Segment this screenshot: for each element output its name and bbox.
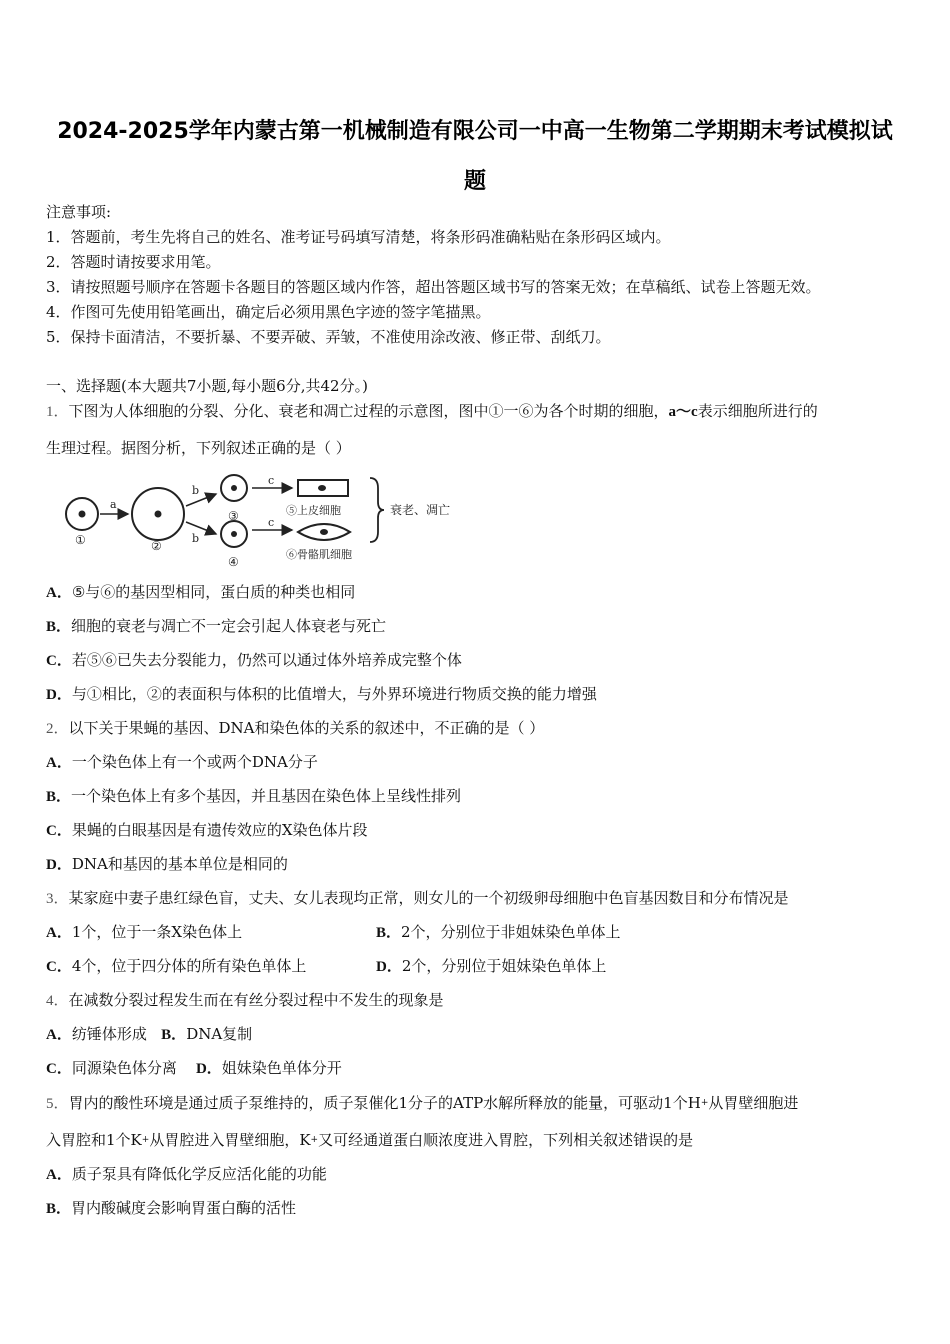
q5-line2-a: 入胃腔和1个K [46, 1131, 142, 1149]
process-c-label: c [268, 516, 275, 529]
option-text: 姐妹染色单体分开 [221, 1059, 342, 1077]
question-number: 3． [46, 891, 69, 907]
q5-stem-tail: 从胃壁细胞进 [708, 1094, 799, 1112]
q5-option-a [46, 1164, 327, 1185]
cell-2-label: ② [151, 539, 162, 553]
q4-option-row1 [46, 1024, 252, 1045]
option-label: A． [46, 925, 72, 941]
superscript: + [310, 1135, 319, 1145]
question-number: 5． [46, 1096, 69, 1112]
notice-item: 2．答题时请按要求用笔。 [46, 253, 221, 271]
notice-item: 4．作图可先使用铅笔画出，确定后必须用黑色字迹的签字笔描黑。 [46, 303, 491, 321]
option-label: A． [46, 585, 72, 601]
option-text: 细胞的衰老与凋亡不一定会引起人体衰老与死亡 [71, 617, 387, 635]
option-text: ⑤与⑥的基因型相同，蛋白质的种类也相同 [71, 583, 356, 601]
question-number: 2． [46, 721, 69, 737]
question-number: 1． [46, 404, 69, 420]
superscript: + [141, 1135, 150, 1145]
option-text: 胃内酸碱度会影响胃蛋白酶的活性 [71, 1199, 297, 1217]
q5-line2-c: 又可经通道蛋白顺浓度进入胃腔，下列相关叙述错误的是 [318, 1131, 694, 1149]
option-label: C． [46, 823, 72, 839]
q2-option-b [46, 786, 461, 807]
cell-5-label: ⑤上皮细胞 [286, 504, 341, 517]
option-label: B． [376, 925, 402, 941]
option-text: DNA复制 [186, 1025, 253, 1043]
q1-stem [46, 401, 818, 422]
section-heading: 一、选择题(本大题共7小题,每小题6分,共42分。) [46, 377, 368, 395]
option-label: B． [46, 1201, 72, 1217]
nucleus-6 [320, 529, 328, 535]
q1-stem-text: 下图为人体细胞的分裂、分化、衰老和凋亡过程的示意图，图中①一⑥为各个时期的细胞， [68, 402, 669, 420]
option-label: D． [46, 857, 72, 873]
q1-option-c [46, 650, 462, 671]
q3-stem-text: 某家庭中妻子患红绿色盲，丈夫、女儿表现均正常，则女儿的一个初级卵母细胞中色盲基因数目和分布情况是 [68, 889, 789, 907]
q2-option-d [46, 854, 288, 875]
brace-label: 衰老、凋亡 [390, 503, 451, 517]
q3-option-row1 [46, 922, 906, 943]
option-text: 4个，位于四分体的所有染色单体上 [71, 957, 307, 975]
q1-option-b [46, 616, 386, 637]
option-label: C． [46, 653, 72, 669]
cell-3-label: ③ [228, 509, 239, 523]
cell-process-diagram [58, 472, 478, 572]
option-label: A． [46, 1027, 72, 1043]
notice-item: 3．请按照题号顺序在答题卡各题目的答题区域内作答，超出答题区域书写的答案无效；在草稿纸、试卷上答题无效。 [46, 278, 821, 296]
q3-option-row2 [46, 956, 906, 977]
option-label: D． [46, 687, 72, 703]
cell-6-label: ⑥骨骼肌细胞 [286, 548, 352, 561]
option-text: 同源染色体分离 [71, 1059, 177, 1077]
q4-stem-text: 在减数分裂过程发生而在有丝分裂过程中不发生的现象是 [68, 991, 444, 1009]
superscript: + [700, 1098, 709, 1108]
option-text: 质子泵具有降低化学反应活化能的功能 [71, 1165, 327, 1183]
option-label: B． [46, 789, 72, 805]
q1-option-d [46, 684, 597, 705]
question-number: 4． [46, 993, 69, 1009]
process-b-label: b [192, 532, 200, 545]
notice-heading: 注意事项: [46, 203, 112, 221]
q2-option-a [46, 752, 318, 773]
process-a-label: a [110, 498, 117, 511]
option-label: A． [46, 755, 72, 771]
notice-item: 5．保持卡面清洁，不要折暴、不要弄破、弄皱，不准使用涂改液、修正带、刮纸刀。 [46, 328, 611, 346]
nucleus-5 [318, 485, 326, 491]
option-label: D． [376, 959, 402, 975]
option-text: 一个染色体上有一个或两个DNA分子 [71, 753, 318, 771]
q2-stem [46, 718, 544, 739]
nucleus-4 [231, 531, 237, 537]
page-title-line1: 2024-2025学年内蒙古第一机械制造有限公司一中高一生物第二学期期末考试模拟试 [57, 119, 893, 144]
q3-stem [46, 888, 789, 909]
q2-stem-text: 以下关于果蝇的基因、DNA和染色体的关系的叙述中，不正确的是（ ） [68, 719, 545, 737]
q1-stem-range: a～c [668, 404, 698, 420]
option-label: C． [46, 959, 72, 975]
option-text: 与①相比，②的表面积与体积的比值增大，与外界环境进行物质交换的能力增强 [71, 685, 597, 703]
q4-stem [46, 990, 444, 1011]
option-text: DNA和基因的基本单位是相同的 [71, 855, 288, 873]
option-text: 2个，分别位于姐妹染色单体上 [401, 957, 607, 975]
q3-option-b [376, 922, 621, 943]
brace [370, 478, 384, 542]
q3-option-d [376, 956, 606, 977]
option-text: 1个，位于一条X染色体上 [71, 923, 243, 941]
cell-1-label: ① [75, 533, 86, 547]
cell-4-label: ④ [228, 555, 239, 569]
q1-option-a [46, 582, 355, 603]
option-text: 果蝇的白眼基因是有遗传效应的X染色体片段 [71, 821, 368, 839]
option-label: B． [46, 619, 72, 635]
nucleus-3 [231, 485, 237, 491]
option-text: 2个，分别位于非姐妹染色单体上 [401, 923, 621, 941]
option-text: 一个染色体上有多个基因，并且基因在染色体上呈线性排列 [71, 787, 462, 805]
option-text: 若⑤⑥已失去分裂能力，仍然可以通过体外培养成完整个体 [71, 651, 462, 669]
notice-item: 1．答题前，考生先将自己的姓名、准考证号码填写清楚，将条形码准确粘贴在条形码区域内。 [46, 228, 671, 246]
q4-option-row2 [46, 1058, 342, 1079]
q5-stem-line2 [46, 1130, 693, 1150]
option-label: A． [46, 1167, 72, 1183]
q1-stem-line2: 生理过程。据图分析，下列叙述正确的是（ ） [46, 439, 351, 457]
q5-option-b [46, 1198, 296, 1219]
q5-line2-b: 从胃腔进入胃壁细胞，K [149, 1131, 311, 1149]
q1-stem-tail: 表示细胞所进行的 [697, 402, 818, 420]
process-c-label: c [268, 474, 275, 487]
q5-stem [46, 1093, 798, 1114]
process-b-label: b [192, 484, 200, 497]
q5-stem-text: 胃内的酸性环境是通过质子泵维持的，质子泵催化1分子的ATP水解所释放的能量，可驱动1个H [68, 1094, 701, 1112]
q2-option-c [46, 820, 368, 841]
option-label: B． [161, 1027, 187, 1043]
page-title-line2: 题 [463, 169, 486, 194]
nucleus-2 [155, 511, 162, 518]
option-text: 纺锤体形成 [71, 1025, 147, 1043]
option-label: C． [46, 1061, 72, 1077]
nucleus-1 [79, 511, 86, 518]
option-label: D． [195, 1061, 222, 1077]
